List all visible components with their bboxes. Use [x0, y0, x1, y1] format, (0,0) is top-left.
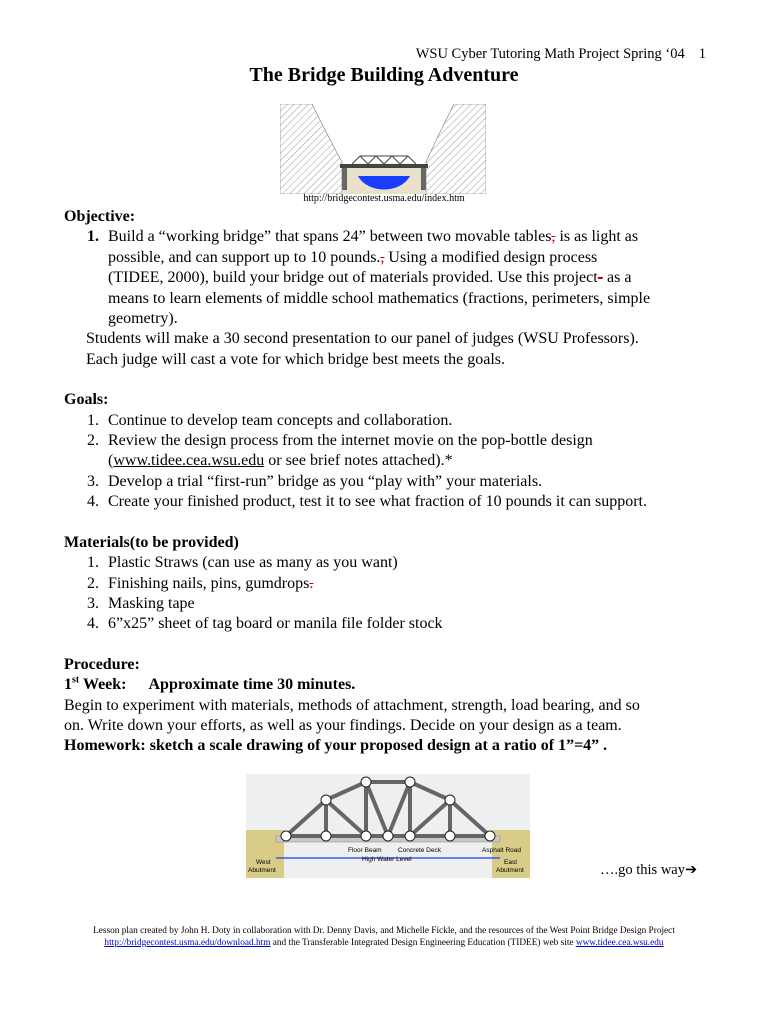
objective-item-number: 1. [87, 228, 99, 246]
floor-beam-label: Floor Beam [348, 847, 382, 854]
page-title: The Bridge Building Adventure [249, 64, 519, 86]
west-abutment-label-1: West [256, 859, 271, 866]
goal-item: 2. Review the design process from the internet movie on the pop-bottle design (www.tidee.cea.wsu.edu or see brief notes attached).* [87, 432, 593, 470]
objective-line-5: geometry). [108, 310, 178, 328]
bridgecontest-download-link[interactable]: http://bridgecontest.usma.edu/download.htm [104, 938, 271, 948]
material-item: 2. Finishing nails, pins, gumdrops. [87, 574, 314, 592]
high-water-label: High Water Level [362, 856, 412, 863]
bridge-valley-figure [280, 104, 486, 194]
procedure-paragraph-2: on. Write down your efforts, as well as your findings. Decide on your design as a team. [64, 716, 622, 734]
footer-line-1: Lesson plan created by John H. Doty in collaboration with Dr. Denny Davis, and Michelle Fickle, and the resources of the West Point Bridge Design Project [93, 926, 675, 936]
west-abutment-label-2: Abutment [248, 867, 276, 874]
document-body [64, 207, 724, 757]
goals-heading: Goals: [64, 391, 109, 409]
goal-item: 4. Create your finished product, test it to see what fraction of 10 pounds it can support. [87, 493, 647, 511]
objective-heading: Objective: [64, 208, 136, 225]
east-abutment-label-1: East [504, 859, 518, 866]
objective-line-3: (TIDEE, 2000), build your bridge out of materials provided. Use this project- as a [108, 269, 632, 287]
concrete-deck-label: Concrete Deck [398, 847, 441, 854]
week-line: 1st Week: Approximate time 30 minutes. [64, 674, 356, 694]
footer-line-2: http://bridgecontest.usma.edu/download.htm and the Transferable Integrated Design Engineering Education (TIDEE) web site www.tidee.cea.wsu.edu [104, 938, 664, 948]
material-item: 4. 6”x25” sheet of tag board or manila file folder stock [87, 615, 443, 633]
objective-item [64, 227, 724, 329]
asphalt-road-label: Asphalt Road [482, 847, 522, 854]
objective-line-2: possible, and can support up to 10 pounds., Using a modified design process [108, 248, 598, 266]
objective-line-1: Build a “working bridge” that spans 24” between two movable tables, is as light as [108, 228, 639, 246]
homework-line: Homework: sketch a scale drawing of your proposed design at a ratio of 1”=4” . [64, 737, 608, 755]
material-item: 1. Plastic Straws (can use as many as you want) [87, 554, 398, 572]
procedure-heading: Procedure: [64, 655, 140, 673]
goal-item: 1. Continue to develop team concepts and collaboration. [87, 411, 453, 429]
page-number: 1 [698, 46, 706, 62]
figure1-caption: http://bridgecontest.usma.edu/index.htm [303, 193, 465, 204]
procedure-paragraph-1: Begin to experiment with materials, methods of attachment, strength, load bearing, and so [64, 696, 640, 714]
objective-paragraph-2: Each judge will cast a vote for which bridge best meets the goals. [86, 350, 505, 368]
east-abutment-label-2: Abutment [496, 867, 524, 874]
goal-item: 3. Develop a trial “first-run” bridge as you “play with” your materials. [87, 472, 543, 490]
objective-paragraph-1: Students will make a 30 second presentation to our panel of judges (WSU Professors). [86, 330, 639, 348]
objective-line-4: means to learn elements of middle school mathematics (fractions, perimeters, simple [108, 289, 651, 307]
materials-heading: Materials(to be provided) [64, 533, 239, 551]
tidee-link[interactable]: www.tidee.cea.wsu.edu [113, 452, 265, 470]
material-item: 3. Masking tape [87, 594, 195, 612]
footer [40, 925, 728, 949]
go-this-way-note: ….go this way➔ [600, 862, 698, 878]
truss-bridge-diagram [246, 774, 530, 878]
header-text: WSU Cyber Tutoring Math Project Spring ‘04 [415, 46, 685, 62]
running-header [416, 46, 706, 63]
tidee-footer-link[interactable]: www.tidee.cea.wsu.edu [575, 938, 664, 948]
